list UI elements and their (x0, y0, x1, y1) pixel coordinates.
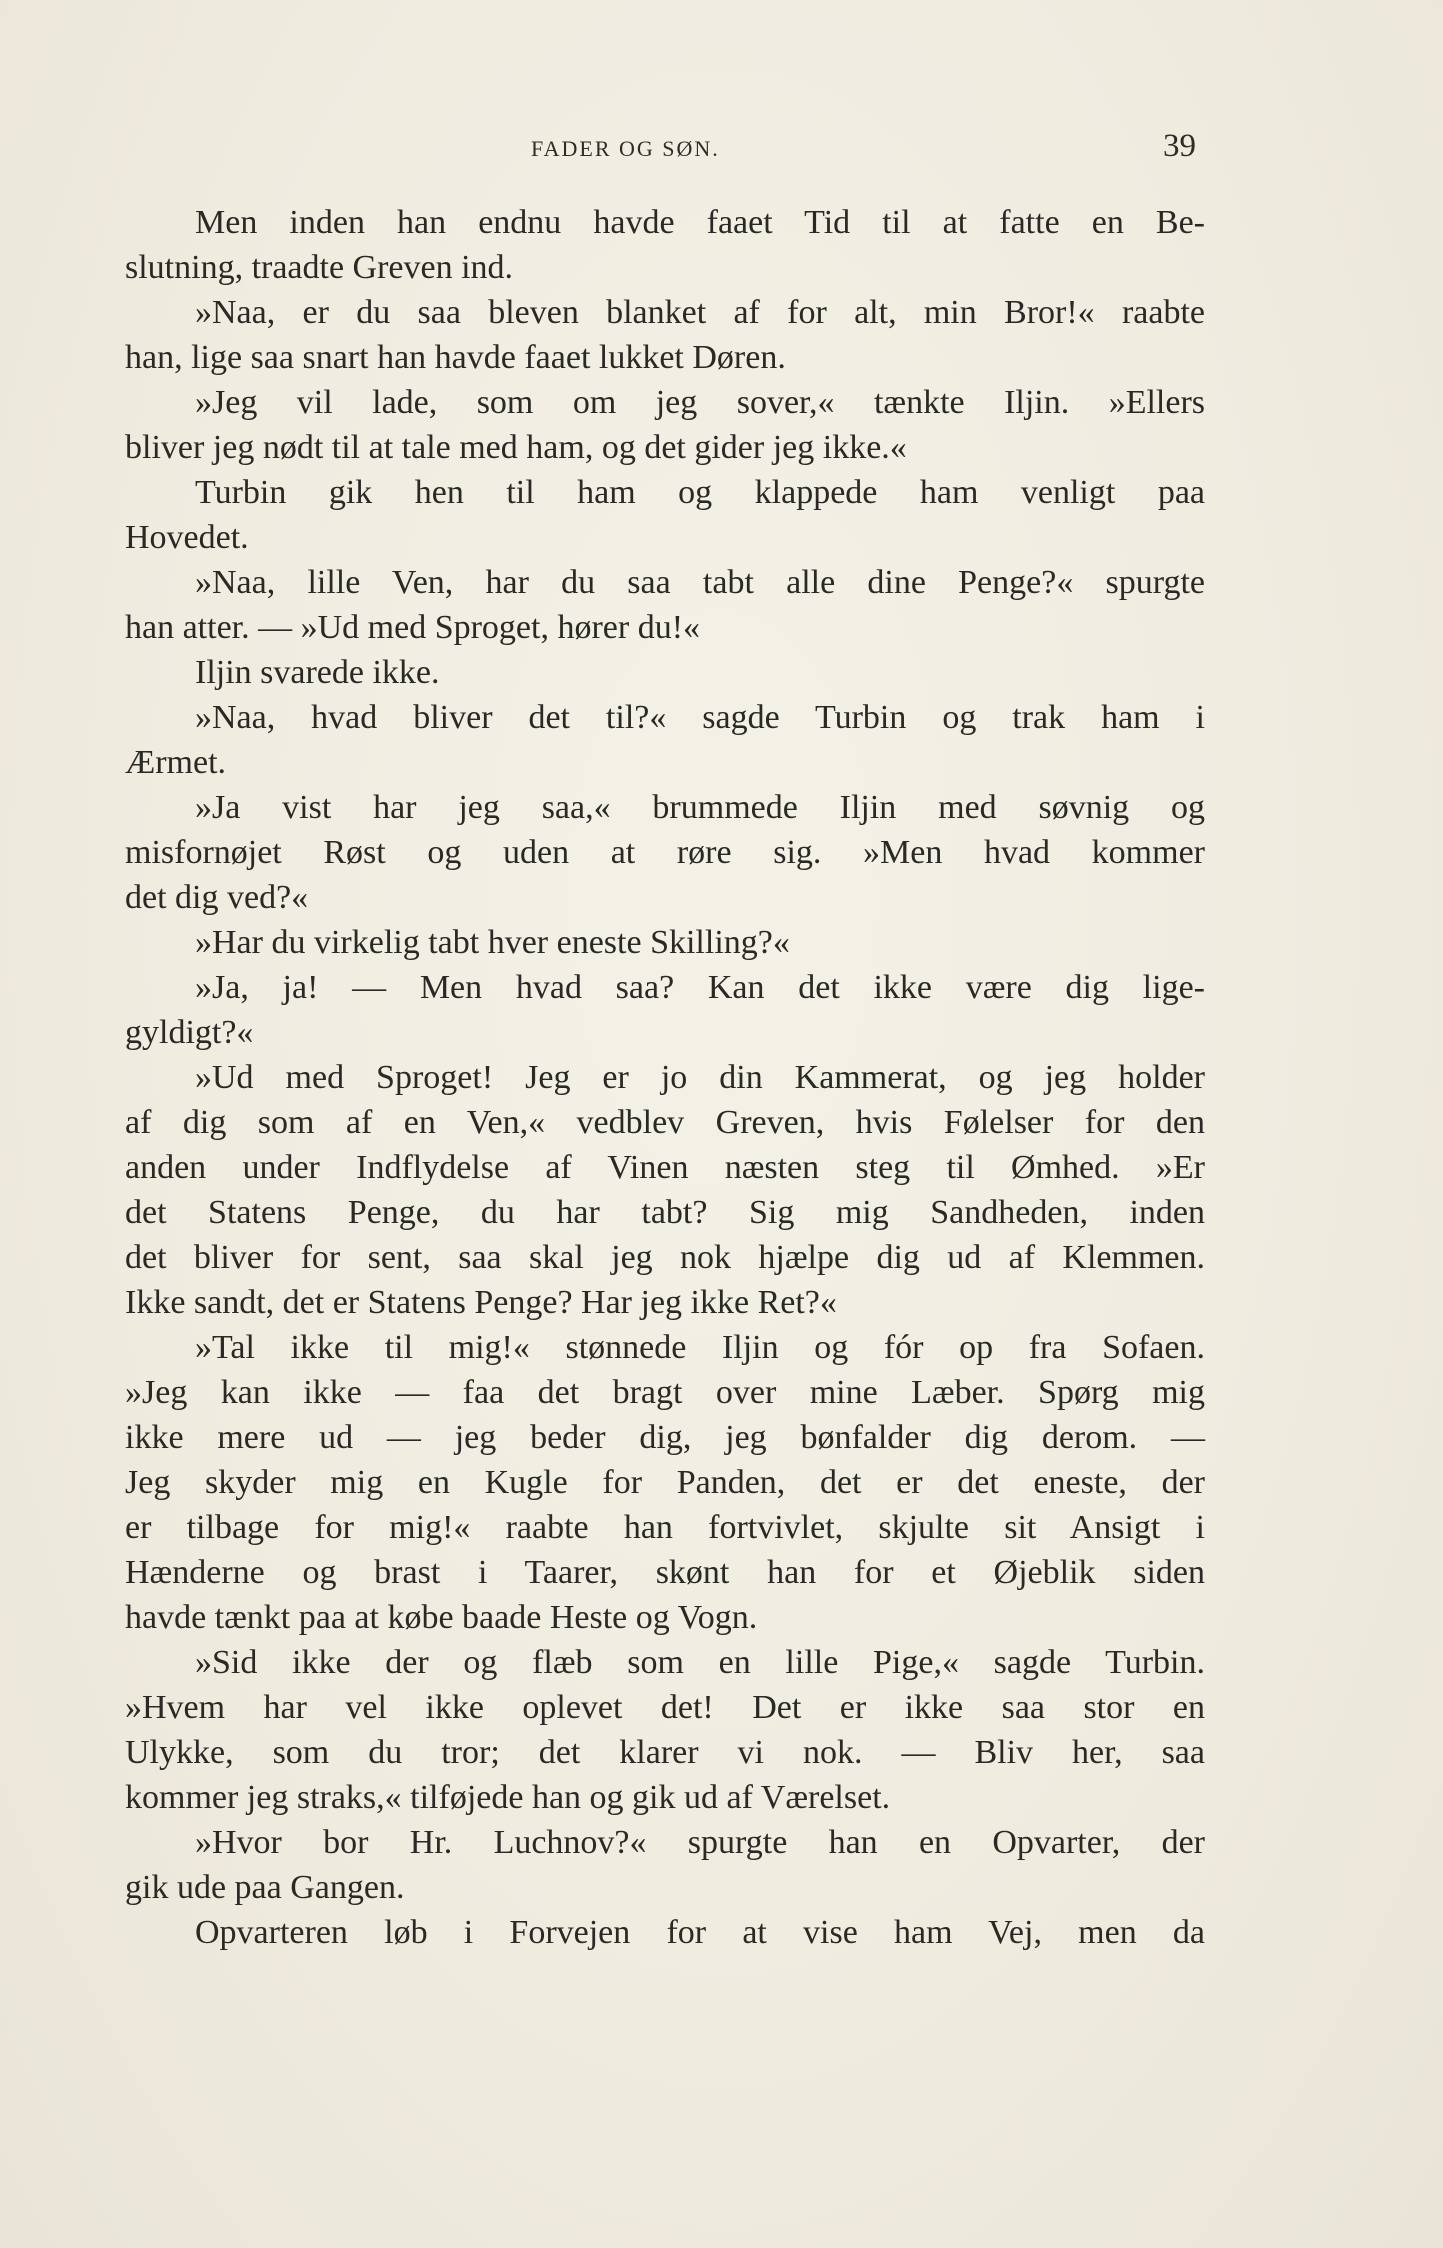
text-line: er tilbage for mig!« raabte han fortvivlet, skjulte sit Ansigt i (125, 1509, 1205, 1546)
text-line: gyldigt?« (125, 1014, 254, 1051)
text-line: »Jeg vil lade, som om jeg sover,« tænkte Iljin. »Ellers (195, 384, 1205, 421)
text-line: det bliver for sent, saa skal jeg nok hjælpe dig ud af Klemmen. (125, 1239, 1205, 1276)
text-line: ikke mere ud — jeg beder dig, jeg bønfalder dig derom. — (125, 1419, 1205, 1456)
text-line: bliver jeg nødt til at tale med ham, og det gider jeg ikke.« (125, 429, 907, 466)
text-line: »Hvem har vel ikke oplevet det! Det er ikke saa stor en (125, 1689, 1205, 1726)
text-line: han, lige saa snart han havde faaet lukket Døren. (125, 339, 786, 376)
text-line: Opvarteren løb i Forvejen for at vise ham Vej, men da (195, 1914, 1205, 1951)
text-line: »Naa, lille Ven, har du saa tabt alle dine Penge?« spurgte (195, 564, 1205, 601)
text-line: kommer jeg straks,« tilføjede han og gik ud af Værelset. (125, 1779, 891, 1816)
text-line: det Statens Penge, du har tabt? Sig mig Sandheden, inden (125, 1194, 1205, 1231)
text-line: havde tænkt paa at købe baade Heste og Vogn. (125, 1599, 758, 1636)
text-line: »Jeg kan ikke — faa det bragt over mine Læber. Spørg mig (125, 1374, 1205, 1411)
text-line: Jeg skyder mig en Kugle for Panden, det er det eneste, der (125, 1464, 1205, 1501)
page-header (0, 128, 1443, 168)
text-line: anden under Indflydelse af Vinen næsten steg til Ømhed. »Er (125, 1149, 1205, 1186)
text-line: misfornøjet Røst og uden at røre sig. »Men hvad kommer (125, 834, 1205, 871)
text-line: »Ja vist har jeg saa,« brummede Iljin med søvnig og (195, 789, 1205, 826)
text-line: af dig som af en Ven,« vedblev Greven, hvis Følelser for den (125, 1104, 1205, 1141)
text-line: han atter. — »Ud med Sproget, hører du!« (125, 609, 701, 646)
text-line: slutning, traadte Greven ind. (125, 249, 514, 286)
text-line: Hænderne og brast i Taarer, skønt han for et Øjeblik siden (125, 1554, 1205, 1591)
text-line: »Sid ikke der og flæb som en lille Pige,« sagde Turbin. (195, 1644, 1205, 1681)
text-line: »Naa, hvad bliver det til?« sagde Turbin og trak ham i (195, 699, 1205, 736)
text-line: Men inden han endnu havde faaet Tid til at fatte en Be- (195, 204, 1205, 241)
text-line: »Ja, ja! — Men hvad saa? Kan det ikke være dig lige- (195, 969, 1205, 1006)
text-line: gik ude paa Gangen. (125, 1869, 405, 1906)
text-line: »Hvor bor Hr. Luchnov?« spurgte han en Opvarter, der (195, 1824, 1205, 1861)
text-line: Ulykke, som du tror; det klarer vi nok. — Bliv her, saa (125, 1734, 1205, 1771)
text-line: det dig ved?« (125, 879, 309, 916)
text-line: »Ud med Sproget! Jeg er jo din Kammerat, og jeg holder (195, 1059, 1205, 1096)
text-line: Ærmet. (125, 744, 227, 781)
text-line: Iljin svarede ikke. (195, 654, 440, 691)
text-body (125, 200, 1205, 1955)
running-head: FADER OG SØN. (531, 136, 720, 161)
text-line: »Naa, er du saa bleven blanket af for alt, min Bror!« raabte (195, 294, 1205, 331)
text-line: Turbin gik hen til ham og klappede ham venligt paa (195, 474, 1205, 511)
text-line: Hovedet. (125, 519, 249, 556)
text-line: »Har du virkelig tabt hver eneste Skilling?« (195, 924, 790, 961)
page-number: 39 (1163, 128, 1196, 164)
text-line: »Tal ikke til mig!« stønnede Iljin og fór op fra Sofaen. (195, 1329, 1205, 1366)
text-line: Ikke sandt, det er Statens Penge? Har jeg ikke Ret?« (125, 1284, 837, 1321)
